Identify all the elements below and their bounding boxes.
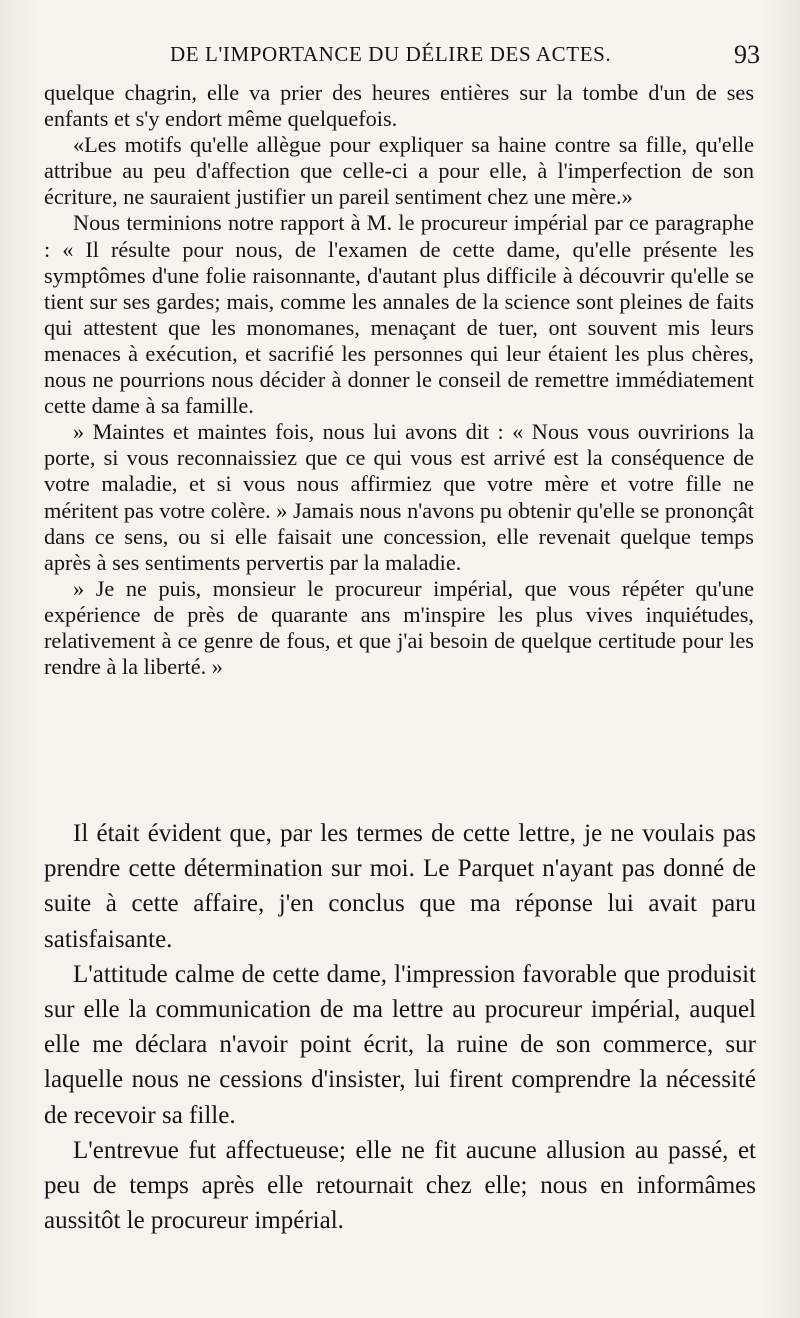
quote-paragraph: Nous terminions notre rapport à M. le procureur impérial par ce paragraphe : « Il résulte pour nous, de l'examen de cette dame, qu'elle présente les symptômes d'une folie raisonnante, d'autant plus difficile à découvrir qu'elle se tient sur ses gardes; mais, comme les annales de la science sont pleines de faits qui attestent que les monomanes, menaçant de tuer, ont souvent mis leurs menaces à exécution, et sacrifié les personnes qui leur étaient les plus chères, nous ne pourrions nous décider à donner le conseil de remettre immédiatement cette dame à sa famille. xyxy=(44,210,754,419)
quote-paragraph: » Je ne puis, monsieur le procureur impérial, que vous répéter qu'une expérience de près de quarante ans m'inspire les plus vives inquiétudes, relativement à ce genre de fous, et que j'ai besoin de quelque certitude pour les rendre à la liberté. » xyxy=(44,575,754,680)
body-paragraph: L'attitude calme de cette dame, l'impression favorable que produisit sur elle la communication de ma lettre au procureur impérial, auquel elle me déclara n'avoir point écrit, la ruine de son commerce, sur laquelle nous ne cessions d'insister, lui firent comprendre la nécessité de recevoir sa fille. xyxy=(44,960,756,1129)
body-paragraph: L'entrevue fut affectueuse; elle ne fit aucune allusion au passé, et peu de temps après elle retournait chez elle; nous en informâmes aussitôt le procureur impérial. xyxy=(44,1136,756,1235)
quote-paragraph: » Maintes et maintes fois, nous lui avons dit : « Nous vous ouvririons la porte, si vous reconnaissiez que ce qui vous est arrivé est la conséquence de votre maladie, et si vous nous affirmiez que votre mère et votre fille ne méritent pas votre colère. » Jamais nous n'avons pu obtenir qu'elle se prononçât dans ce sens, ou si elle faisait une concession, elle revenait quelque temps après à ses sentiments pervertis par la maladie. xyxy=(44,419,754,575)
main-text-section xyxy=(44,816,756,1238)
page-number: 93 xyxy=(734,40,760,69)
quoted-report-section xyxy=(44,80,754,680)
running-header xyxy=(42,42,760,74)
body-paragraph: Il était évident que, par les termes de cette lettre, je ne voulais pas prendre cette détermination sur moi. Le Parquet n'ayant pas donné de suite à cette affaire, j'en conclus que ma réponse lui avait paru satisfaisante. xyxy=(44,820,756,953)
running-title: DE L'IMPORTANCE DU DÉLIRE DES ACTES. xyxy=(170,42,612,66)
quote-paragraph: «Les motifs qu'elle allègue pour expliquer sa haine contre sa fille, qu'elle attribue au peu d'affection que celle-ci a pour elle, à l'imperfection de son écriture, ne sauraient justifier un pareil sentiment chez une mère.» xyxy=(44,132,754,210)
quote-paragraph: quelque chagrin, elle va prier des heures entières sur la tombe d'un de ses enfants et s'y endort même quelquefois. xyxy=(44,80,754,132)
